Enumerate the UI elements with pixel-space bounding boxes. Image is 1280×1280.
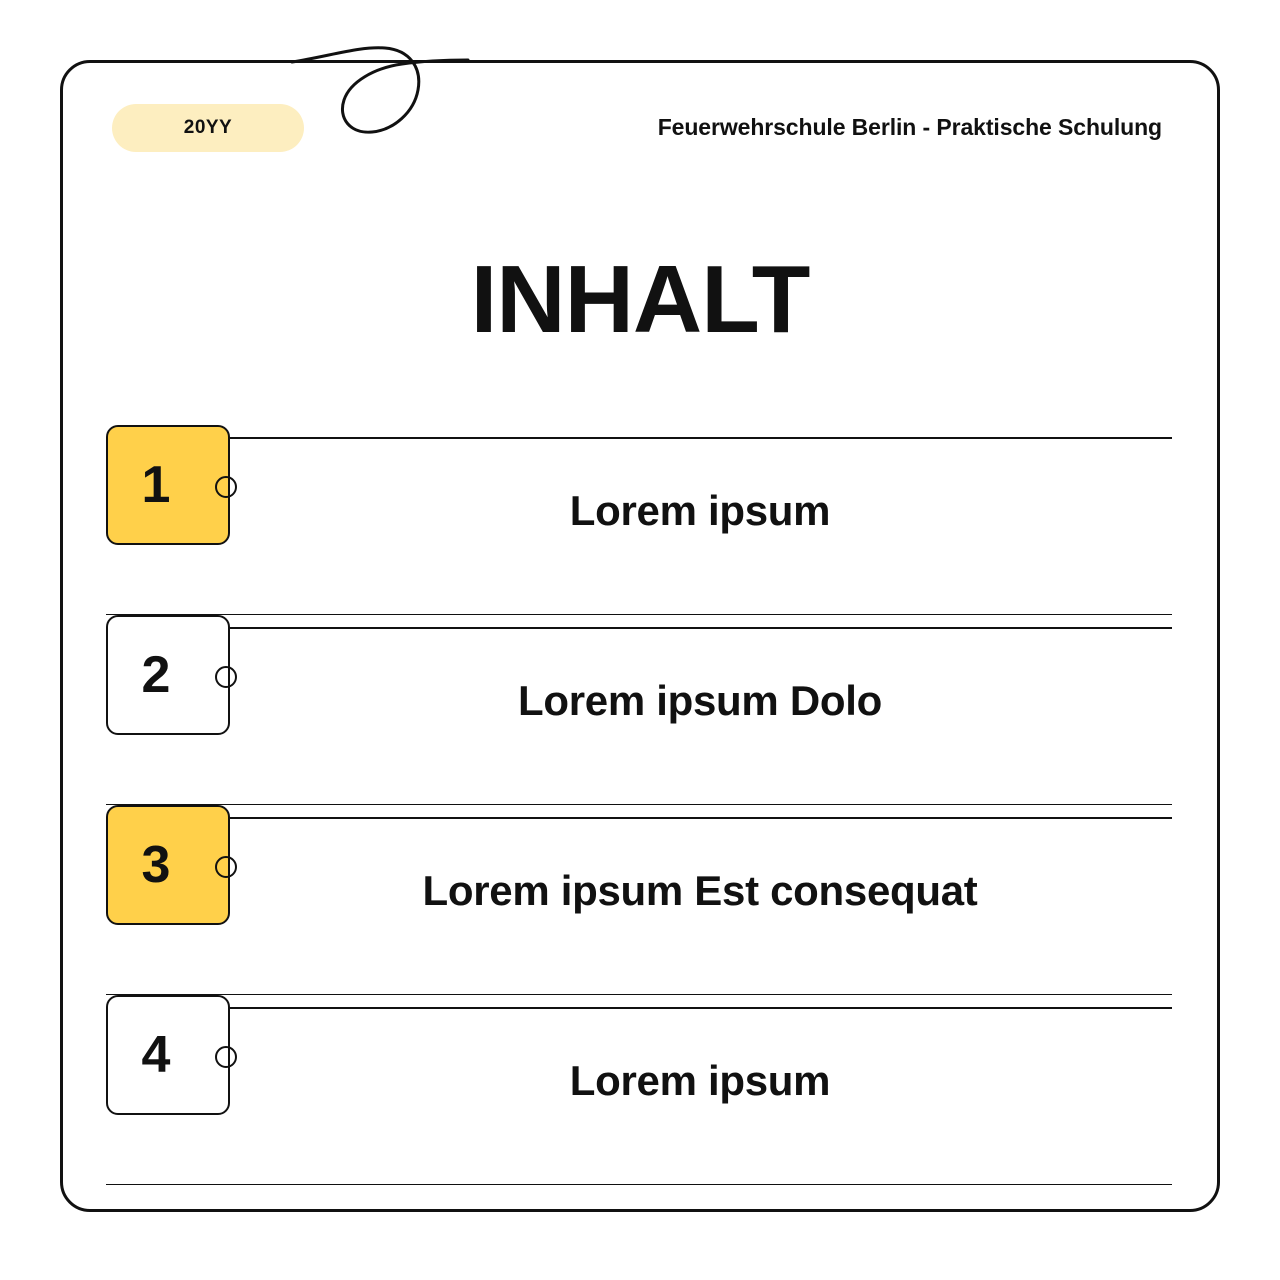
item-number-box [106, 805, 230, 925]
item-number: 4 [141, 1026, 171, 1084]
year-badge-label: 20YY [183, 117, 233, 138]
row-rule-top [228, 437, 1172, 439]
item-label: Lorem ipsum [569, 487, 831, 534]
row-rule-bottom [106, 1184, 1172, 1185]
item-number-box [106, 615, 230, 735]
row-rule-top [228, 1007, 1172, 1009]
item-label: Lorem ipsum [569, 1057, 831, 1104]
list-item[interactable] [106, 615, 1172, 805]
item-label: Lorem ipsum Est consequat [422, 867, 978, 914]
year-badge [112, 104, 304, 152]
item-number-box [106, 995, 230, 1115]
header-subtitle: Feuerwehrschule Berlin - Praktische Schulung [657, 114, 1162, 140]
list-item[interactable] [106, 425, 1172, 615]
row-rule-top [228, 627, 1172, 629]
item-label: Lorem ipsum Dolo [518, 677, 882, 724]
list-item[interactable] [106, 805, 1172, 995]
item-number-box [106, 425, 230, 545]
item-number: 3 [141, 836, 171, 894]
item-number: 2 [141, 646, 171, 704]
contents-list [106, 425, 1172, 1185]
page-title: INHALT [470, 246, 810, 353]
item-number: 1 [141, 456, 171, 514]
row-rule-top [228, 817, 1172, 819]
list-item[interactable] [106, 995, 1172, 1185]
